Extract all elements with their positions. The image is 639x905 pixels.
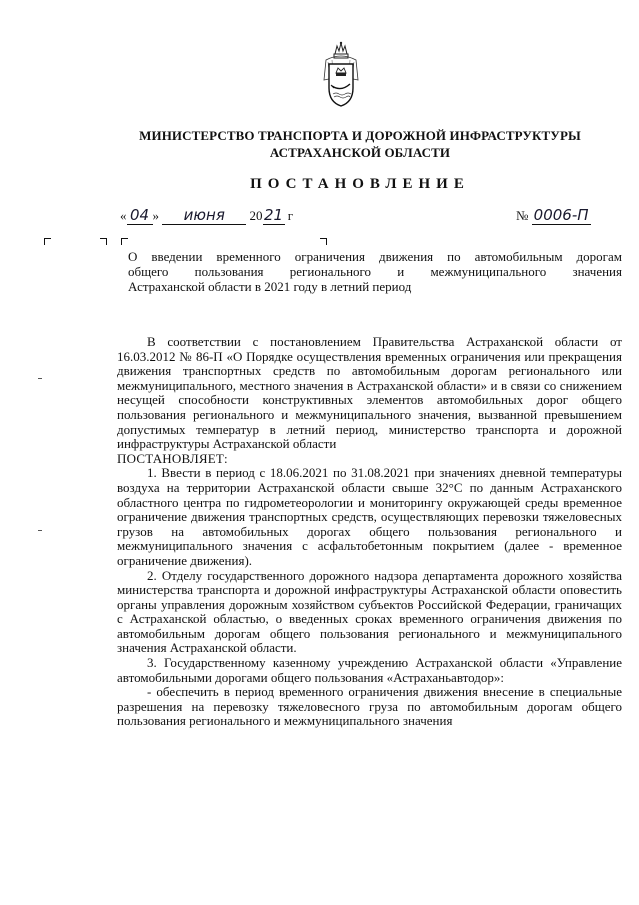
item-2-paragraph: 2. Отделу государственного дорожного надзора департамента дорожного хозяйства министерства транспорта и дорожной инфраструктуры Астраханской области оповестить органы управления дорожным хозяйством субъектов Российской Федерации, граничащих с Астраханской областью, о введенных сроках временного ограничения движения по автомобильным дорогам общего пользования регионального и межмуниципального значения Астраханской области. bbox=[117, 567, 622, 656]
bracket-subject-end bbox=[320, 238, 327, 245]
date-day: 04 bbox=[127, 206, 153, 225]
item-3-paragraph: 3. Государственному казенному учреждению Астраханской области «Управление автомобильными дорогами общего пользования «Астраханьавтодор»: bbox=[117, 655, 622, 685]
subject-line-2: общего пользования регионального и межмуниципального значения bbox=[128, 264, 622, 279]
bracket-left-inner bbox=[100, 238, 107, 245]
bracket-left-outer bbox=[44, 238, 51, 245]
item-1-paragraph: 1. Ввести в период с 18.06.2021 по 31.08.2021 при значениях дневной температуры воздуха на территории Астраханской области свыше 32°С по данным Астраханского областного центра по гидрометеорологии и мониторингу окружающей среды временное ограничение движения транспортных средств, осуществляющих перевозки тяжеловесных грузов на автомобильных дорогах общего пользования регионального и межмуниципального значения с асфальтобетонным покрытием (далее - временное ограничение движения). bbox=[117, 465, 622, 568]
decree-body bbox=[117, 335, 622, 729]
decree-title: ПОСТАНОВЛЕНИЕ bbox=[250, 176, 470, 192]
decree-number bbox=[516, 206, 591, 224]
decides-heading: ПОСТАНОВЛЯЕТ: bbox=[117, 450, 228, 466]
number-prefix: № bbox=[516, 208, 529, 223]
item-3-subparagraph: - обеспечить в период временного ограничения движения внесение в специальные разрешения на перевозку тяжеловесного груза по автомобильным дорогам общего пользования регионального и межмуниципального значения bbox=[117, 684, 622, 729]
number-value: 0006-П bbox=[533, 206, 589, 224]
scan-mark bbox=[38, 378, 42, 379]
scan-mark bbox=[38, 530, 42, 531]
ministry-line-2: АСТРАХАНСКОЙ ОБЛАСТИ bbox=[269, 145, 451, 160]
ministry-line-1: МИНИСТЕРСТВО ТРАНСПОРТА И ДОРОЖНОЙ ИНФРАСТРУКТУРЫ bbox=[139, 128, 581, 143]
subject-line-1: О введении временного ограничения движения по автомобильным дорогам bbox=[128, 249, 622, 264]
date-close-quote: » bbox=[152, 208, 159, 223]
decree-subject bbox=[128, 249, 622, 294]
date-year-suffix: 21 bbox=[263, 206, 284, 224]
bracket-subject-start bbox=[121, 238, 128, 245]
date-year-prefix: 20 bbox=[249, 208, 263, 223]
ministry-name bbox=[100, 127, 620, 161]
coat-of-arms-emblem bbox=[318, 40, 364, 108]
subject-line-3: Астраханской области в 2021 году в летний период bbox=[128, 279, 412, 294]
date-year-unit: г bbox=[287, 208, 294, 223]
intro-paragraph: В соответствии с постановлением Правительства Астраханской области от 16.03.2012 № 86-П «О Порядке осуществления временных ограничения или прекращения движения транспортных средств по автомобильным дорогам регионального или межмуниципального, местного значения в Астраханской области» и в связи со снижением несущей способности конструктивных элементов автомобильных дорог общего пользования регионального и межмуниципального значения, вызванной превышением допустимых температур в летний период, министерство транспорта и дорожной инфраструктуры Астраханской области bbox=[117, 334, 622, 452]
decree-date bbox=[120, 206, 293, 225]
date-month: июня bbox=[162, 206, 246, 225]
date-open-quote: « bbox=[120, 208, 127, 223]
